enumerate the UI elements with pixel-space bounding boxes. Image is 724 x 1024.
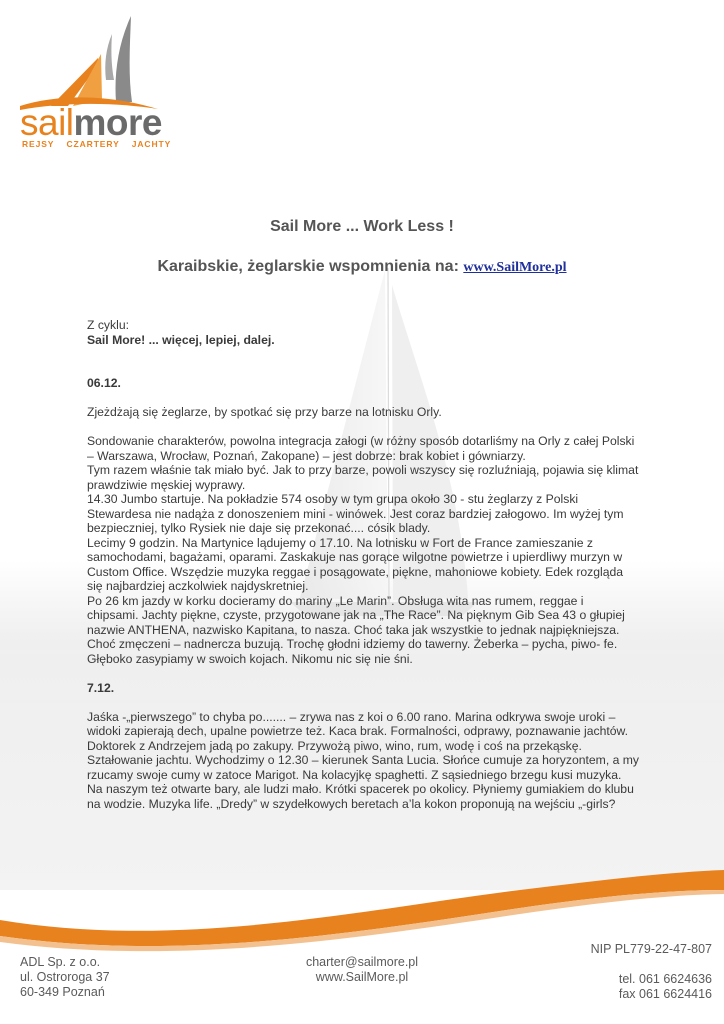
day1-paragraph <box>87 434 657 666</box>
date-heading: 06.12. <box>87 376 121 390</box>
footer-company-info <box>591 942 712 1002</box>
city-address: 60-349 Poznań <box>20 985 105 999</box>
text-line: rzucamy swoje cumy w zatoce Marigot. Na kolacyjkę spaghetti. Z sąsiedniego brzegu kusi muzyka. <box>87 767 622 782</box>
text-line: bezpieczniej, tylko Rysiek nie daje się przekonać.... cósik blady. <box>87 521 431 535</box>
website-footer-link[interactable]: www.SailMore.pl <box>315 970 409 984</box>
day2-paragraph <box>87 710 657 812</box>
street-address: ul. Ostroroga 37 <box>20 970 110 984</box>
text-line: Ształowanie jachtu. Wychodzimy o 12.30 – kierunek Santa Lucia. Słońce cumuje za horyzontem, a my <box>87 753 639 767</box>
logo-word-sail: sail <box>20 102 74 143</box>
text-line: Tym razem właśnie tak miało być. Jak to przy barze, powoli wszyscy się rozluźniają, pojawia się klimat <box>87 463 639 477</box>
logo-tagline: REJSY CZARTERY JACHTY <box>22 139 172 149</box>
text-line: Sondowanie charakterów, powolna integracja załogi (w różny sposób dotarliśmy na Orly z całej Polski <box>87 434 635 448</box>
subtitle-text: Karaibskie, żeglarskie wspomnienia na: <box>157 258 459 275</box>
phone-number: tel. 061 6624636 <box>618 972 712 986</box>
text-line: samochodami, bagażami, oparami. Zaskakuje nas gorące wilgotne powietrze i upierdliwy murzyn w <box>87 550 623 564</box>
nip-number: NIP PL779-22-47-807 <box>590 942 712 956</box>
logo-word-more: more <box>73 102 163 143</box>
text-line: chipsami. Jachty piękne, czyste, przygotowane jak na „The Race”. Na pięknym Gib Sea 43 o głupiej <box>87 608 625 622</box>
text-line: Jaśka -„pierwszego” to chyba po....... – zrywa nas z koi o 6.00 rano. Marina odkrywa swoje uroki – <box>87 709 616 724</box>
page-subtitle <box>0 258 724 276</box>
page-title: Sail More ... Work Less ! <box>270 218 454 235</box>
text-line: Po 26 km jazdy w korku docieramy do mariny „Le Marin”. Obsługa wita nas rumem, reggae i <box>87 593 584 608</box>
text-line: widoki zapierają dech, upalne powietrze też. Kaca brak. Formalności, odprawy, poznawanie jachtów. <box>87 724 629 738</box>
text-line: na wodzie. Muzyka life. „Dredy” w szydełkowych beretach a’la kokon proponują na wejściu „-girls? <box>87 796 616 811</box>
sail-logo-icon <box>18 14 178 114</box>
text-line: Głęboko zasypiamy w swoich kojach. Nikomu nic się nie śni. <box>87 651 413 666</box>
text-line: się najbardziej aczkolwiek najdyskretniej. <box>87 579 309 593</box>
paragraph-lead: Zjeżdżają się żeglarze, by spotkać się przy barze na lotnisku Orly. <box>87 405 442 419</box>
letter-body <box>87 318 657 811</box>
fax-number: fax 061 6624416 <box>618 987 712 1001</box>
text-line: nazwie ANTHENA, nazwisko Kapitana, to nasza. Choć taka jak wszystkie to jednak najpiękniejsza. <box>87 622 620 637</box>
company-name: ADL Sp. z o.o. <box>20 955 101 969</box>
text-line: Choć zmęczeni – nadnercza buzują. Trochę głodni idziemy do tawerny. Żeberka – pycha, piwo- fe. <box>87 637 618 651</box>
series-name: Sail More! ... więcej, lepiej, dalej. <box>87 332 275 347</box>
website-link[interactable]: www.SailMore.pl <box>463 260 567 275</box>
text-line: Stewardesa nie nadąża z donoszeniem mini - winówek. Jest coraz bardziej załogowo. Im wyżej tym <box>87 506 624 521</box>
logo-wordmark <box>20 104 162 141</box>
text-line: Na naszym też otwarte bary, ale ludzi mało. Krótki spacerek po okolicy. Płyniemy gumiakiem do klubu <box>87 782 634 796</box>
text-line: Custom Office. Wszędzie muzyka reggae i posągowate, piękne, mahoniowe kobiety. Edek rozgląda <box>87 564 624 579</box>
text-line: prawdziwie męskiej wyprawy. <box>87 477 246 492</box>
series-label: Z cyklu: <box>87 318 129 332</box>
date-heading: 7.12. <box>87 680 115 695</box>
text-line: – Warszawa, Wrocław, Poznań, Zakopane) – jest dobrze: brak kobiet i gówniarzy. <box>87 448 526 463</box>
text-line: Lecimy 9 godzin. Na Martynice lądujemy o 17.10. Na lotnisku w Fort de France zamieszanie z <box>87 535 594 550</box>
text-line: 14.30 Jumbo startuje. Na pokładzie 574 osoby w tym grupa około 30 - stu żeglarzy z Polski <box>87 492 579 506</box>
text-line: Doktorek z Andrzejem jadą po zakupy. Przywożą piwo, wino, rum, wodę i coś na przekąskę. <box>87 738 582 753</box>
email-link[interactable]: charter@sailmore.pl <box>305 955 419 969</box>
